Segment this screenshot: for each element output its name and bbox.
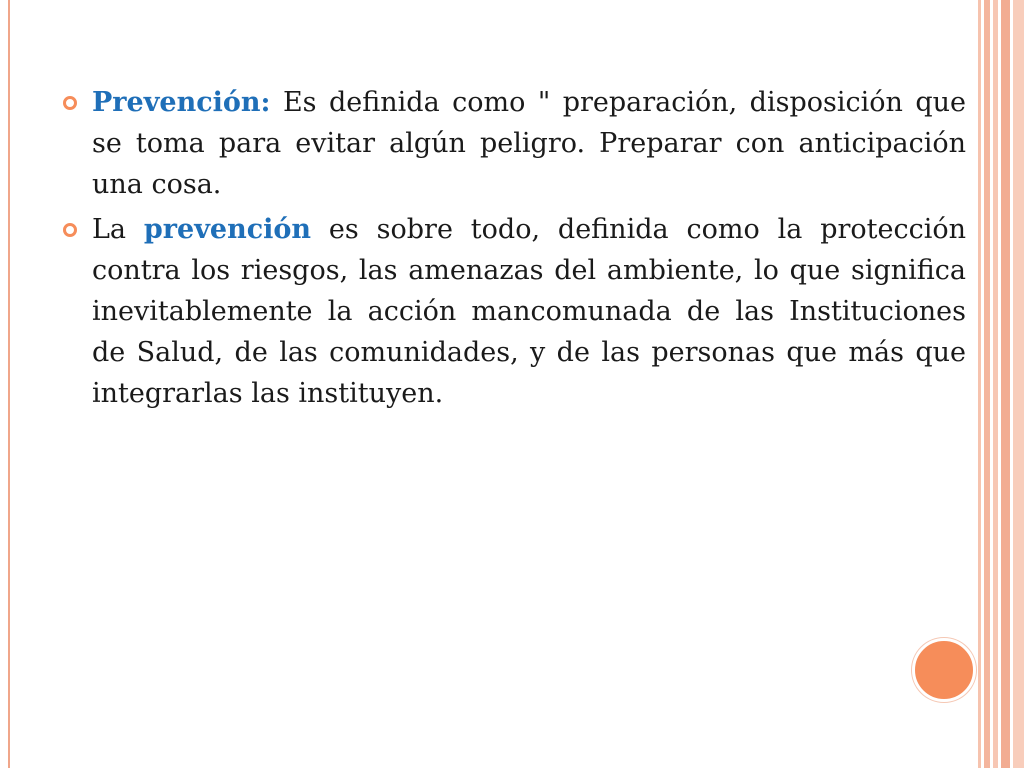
left-border-line — [8, 0, 10, 768]
bullet-item — [62, 82, 966, 205]
ring-bullet-icon — [62, 95, 78, 111]
term-prevencion: Prevención: — [92, 87, 271, 118]
bullet-text-pre: La — [92, 214, 144, 245]
decorative-circle — [912, 638, 976, 702]
ring-bullet-icon — [62, 222, 78, 238]
right-stripe — [1001, 0, 1010, 768]
bullet-text: Es definida como " preparación, disposición que se toma para evitar algún peligro. Preparar con anticipación una cosa. — [92, 87, 966, 200]
bullet-text: es sobre todo, definida como la protección contra los riesgos, las amenazas del ambiente, lo que significa inevitablemente la acción mancomunada de las Instituciones de Salud, de las comunidades, y de las personas que más que integrarlas las instituyen. — [92, 214, 966, 409]
right-stripe — [984, 0, 990, 768]
term-prevencion-highlight: prevención — [143, 214, 312, 245]
bullet-item — [62, 209, 966, 414]
slide-body — [62, 82, 966, 418]
right-stripe — [978, 0, 981, 768]
right-stripe — [1013, 0, 1024, 768]
right-stripe — [993, 0, 998, 768]
